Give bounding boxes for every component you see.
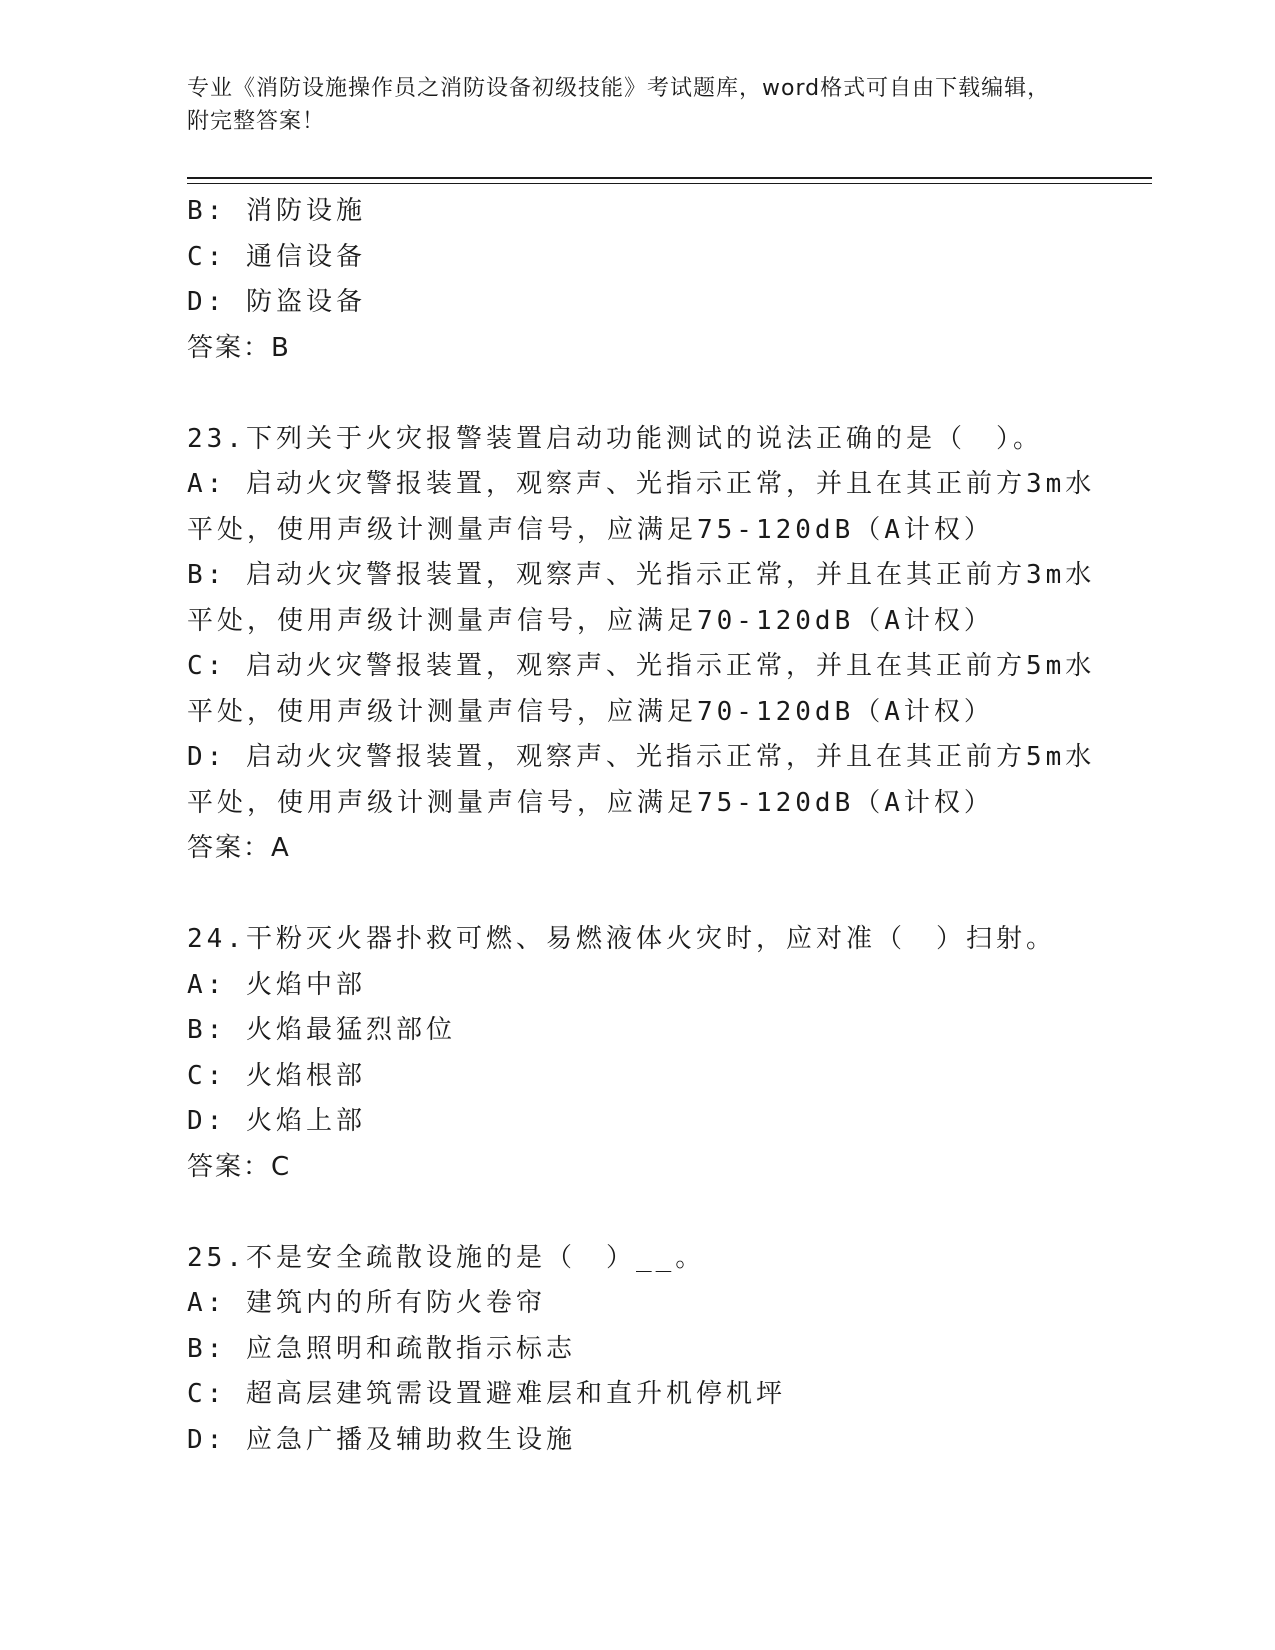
header-divider-thick: [187, 177, 1152, 179]
option-c: C: 火焰根部: [187, 1060, 366, 1091]
answer: 答案：B: [187, 332, 291, 363]
option-d-line-1: D: 启动火灾警报装置，观察声、光指示正常，并且在其正前方5m水: [187, 742, 1096, 772]
question-23: [187, 417, 1096, 872]
spacer: [187, 371, 1067, 417]
option-c: C: 超高层建筑需设置避难层和直升机停机坪: [187, 1379, 786, 1409]
option-b: B: 火焰最猛烈部位: [187, 1015, 456, 1045]
option-a-line-1: A: 启动火灾警报装置，观察声、光指示正常，并且在其正前方3m水: [187, 469, 1096, 499]
option-c-line-1: C: 启动火灾警报装置，观察声、光指示正常，并且在其正前方5m水: [187, 651, 1096, 681]
spacer: [187, 1190, 1067, 1236]
question-stem: 25.不是安全疏散设施的是（ ）__。: [187, 1242, 706, 1273]
header-divider-thin: [187, 183, 1152, 184]
spacer: [187, 872, 1067, 918]
question-25: [187, 1236, 1067, 1464]
document-header: 专业《消防设施操作员之消防设备初级技能》考试题库，word格式可自由下载编辑，附完整答案！: [187, 76, 1051, 134]
option-d: D: 应急广播及辅助救生设施: [187, 1424, 576, 1455]
option-b: B: 应急照明和疏散指示标志: [187, 1333, 576, 1364]
option-d: D: 火焰上部: [187, 1106, 366, 1136]
option-c-line-2: 平处，使用声级计测量声信号，应满足70-120dB（A计权）: [187, 696, 994, 727]
question-stem: 23.下列关于火灾报警装置启动功能测试的说法正确的是（ ）。: [187, 423, 1043, 454]
option-d: D: 防盗设备: [187, 287, 366, 317]
option-d-line-2: 平处，使用声级计测量声信号，应满足75-120dB（A计权）: [187, 787, 994, 818]
option-a-line-2: 平处，使用声级计测量声信号，应满足75-120dB（A计权）: [187, 514, 994, 545]
option-b-line-1: B: 启动火灾警报装置，观察声、光指示正常，并且在其正前方3m水: [187, 560, 1096, 590]
question-22-continued: [187, 189, 1067, 371]
option-a: A: 建筑内的所有防火卷帘: [187, 1288, 546, 1318]
option-b: B: 消防设施: [187, 196, 366, 226]
option-a: A: 火焰中部: [187, 969, 366, 1000]
option-c: C: 通信设备: [187, 241, 366, 272]
question-24: [187, 917, 1067, 1190]
answer: 答案：A: [187, 833, 291, 863]
question-list: [187, 189, 1096, 1463]
option-b-line-2: 平处，使用声级计测量声信号，应满足70-120dB（A计权）: [187, 605, 994, 636]
question-stem: 24.干粉灭火器扑救可燃、易燃液体火灾时，应对准（ ）扫射。: [187, 924, 1056, 954]
answer: 答案：C: [187, 1151, 292, 1182]
